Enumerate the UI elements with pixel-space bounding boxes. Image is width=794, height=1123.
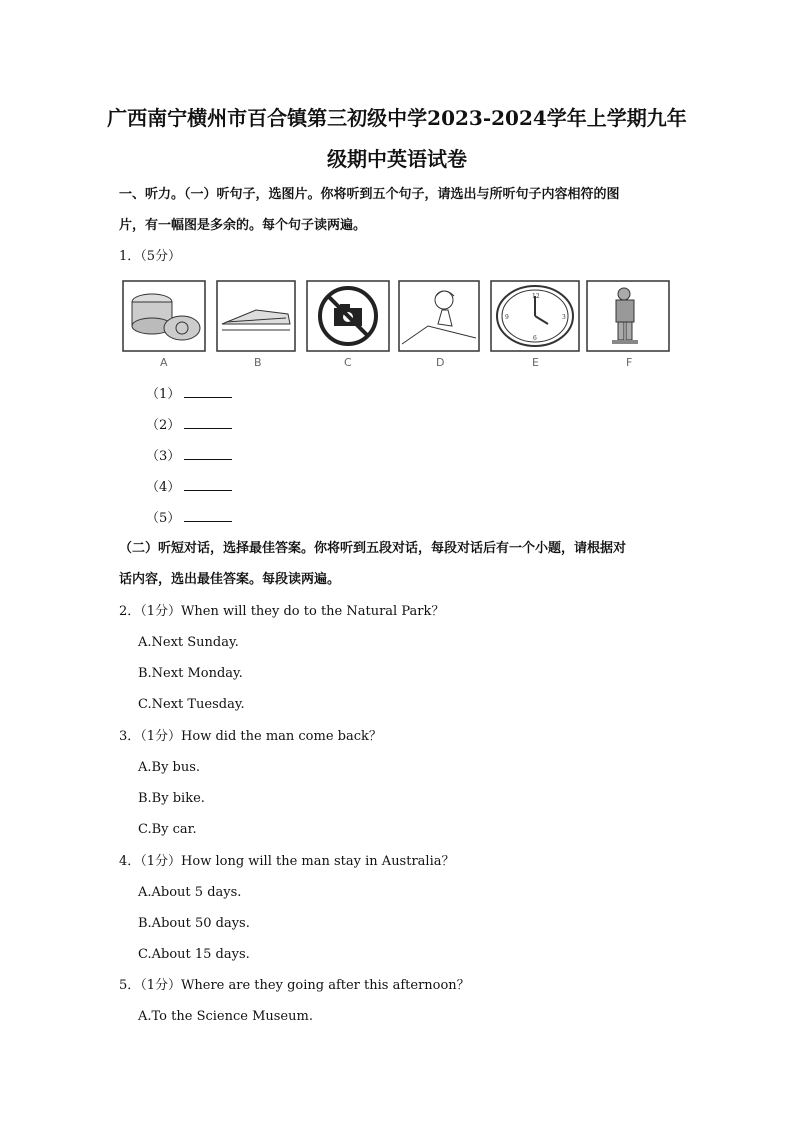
question-3-label: 3．（1分）How did the man come back？ [119,729,382,744]
answer-blank-1[interactable]: （1） [146,385,232,404]
question-2-option-b[interactable]: B.Next Monday. [138,666,243,681]
section1-heading-line1: 一、听力。（一）听句子，选图片。你将听到五个句子，请选出与所听句子内容相符的图 [119,187,620,202]
picture-c-letter: C [344,356,352,369]
bullet-train-icon [216,280,296,352]
answer-blank-2[interactable]: （2） [146,416,232,435]
question-4-label: 4．（1分）How long will the man stay in Australia？ [119,854,455,869]
picture-b-letter: B [254,356,262,369]
picture-e-letter: E [532,356,539,369]
page-title-line2: 级期中英语试卷 [327,147,467,171]
climbing-girl-icon [398,280,480,352]
question-3-option-a[interactable]: A.By bus. [138,760,201,775]
question-2-label: 2．（1分）When will they do to the Natural Park？ [119,604,445,619]
answer-blank-3[interactable]: （3） [146,447,232,466]
picture-d [398,280,480,352]
question-5-label: 5．（1分）Where are they going after this afternoon？ [119,978,470,993]
question-4-option-b[interactable]: B.About 50 days. [138,916,250,931]
svg-text:9: 9 [505,314,509,321]
picture-b [216,280,296,352]
picture-e [490,280,580,352]
section2-heading-line1: （二）听短对话，选择最佳答案。你将听到五段对话，每段对话后有一个小题，请根据对 [119,541,627,556]
svg-text:3: 3 [562,314,566,321]
question-2-option-c[interactable]: C.Next Tuesday. [138,697,245,712]
no-camera-icon [306,280,390,352]
question-3-option-b[interactable]: B.By bike. [138,791,205,806]
svg-text:6: 6 [533,335,537,342]
picture-a-letter: A [160,356,168,369]
question-5-option-a[interactable]: A.To the Science Museum. [138,1009,313,1024]
answer-blank-4[interactable]: （4） [146,478,232,497]
section2-heading-line2: 话内容，选出最佳答案。每段读两遍。 [119,572,341,587]
question-3-option-c[interactable]: C.By car. [138,822,197,837]
picture-strip [122,280,674,372]
terracotta-warrior-icon [586,280,670,352]
question-1-label: 1．（5分） [119,249,182,264]
picture-a [122,280,206,352]
picture-f-letter: F [626,356,633,369]
question-4-option-c[interactable]: C.About 15 days. [138,947,250,962]
picture-c [306,280,390,352]
picture-d-letter: D [436,356,445,369]
answer-blank-5[interactable]: （5） [146,509,232,528]
svg-text:12: 12 [532,293,540,300]
mooncakes-icon [122,280,206,352]
section1-heading-line2: 片，有一幅图是多余的。每个句子读两遍。 [119,218,367,233]
question-2-option-a[interactable]: A.Next Sunday. [138,635,239,650]
page-title-line1: 广西南宁横州市百合镇第三初级中学2023-2024学年上学期九年 [107,106,687,130]
clock-icon [490,280,580,352]
picture-f [586,280,670,352]
question-4-option-a[interactable]: A.About 5 days. [138,885,242,900]
